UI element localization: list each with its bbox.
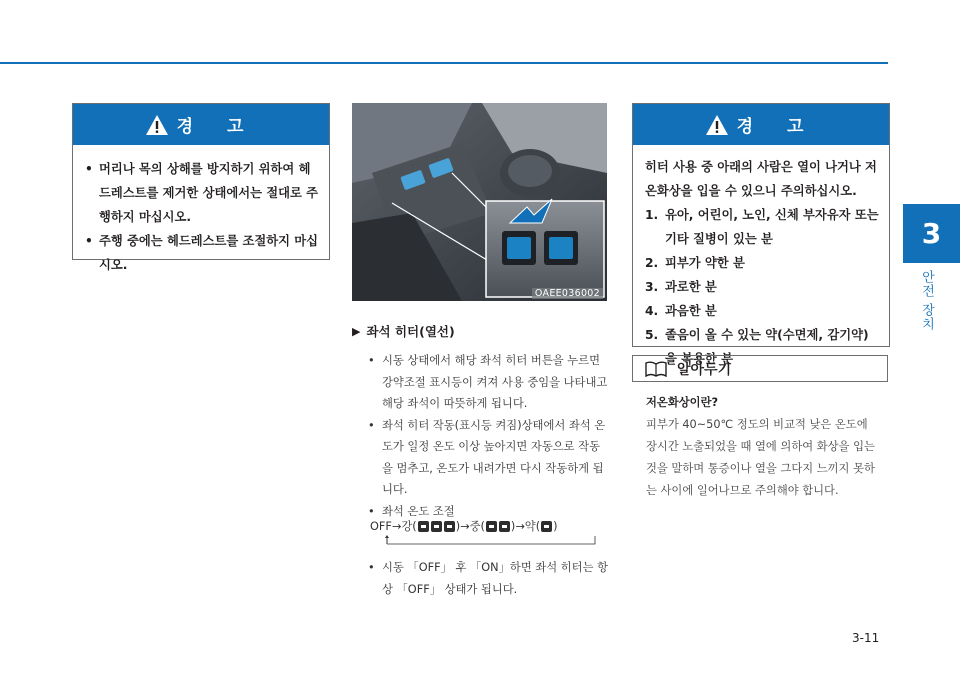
warning-item: • 주행 중에는 헤드레스트를 조절하지 마십시오. bbox=[85, 229, 319, 277]
note-subtitle: 저온화상이란? bbox=[646, 396, 719, 409]
list-item: • 시동 상태에서 해당 좌석 히터 버튼을 누르면 강약조절 표시등이 켜져 사용 중임을 나타내고 해당 좌석이 따뜻하게 됩니다. bbox=[368, 350, 608, 415]
seq-medium: 중 bbox=[469, 520, 481, 533]
page-number: 3-11 bbox=[852, 631, 880, 645]
heater-reset-list bbox=[368, 557, 608, 600]
section-title bbox=[352, 322, 455, 340]
seq-weak: 약 bbox=[524, 520, 536, 533]
list-item: • 좌석 온도 조절 bbox=[368, 501, 608, 523]
header-rule bbox=[0, 62, 888, 64]
heat-level-icon bbox=[431, 521, 442, 532]
numbered-item: 2. 피부가 약한 분 bbox=[645, 256, 745, 270]
warning-title: 경 고 bbox=[176, 117, 258, 137]
book-icon bbox=[645, 361, 667, 377]
chapter-number: 3 bbox=[921, 217, 942, 250]
numbered-item: 1. 유아, 어린이, 노인, 신체 부자유자 또는 기타 질병이 있는 분 bbox=[645, 208, 879, 246]
warning-box-headrest bbox=[72, 103, 330, 272]
warning-triangle-icon bbox=[705, 114, 729, 136]
numbered-item: 3. 과로한 분 bbox=[645, 280, 717, 294]
heat-level-icon bbox=[541, 521, 552, 532]
seq-off: OFF bbox=[370, 519, 392, 533]
note-title: 알아두기 bbox=[677, 361, 732, 378]
console-illustration bbox=[352, 103, 607, 301]
numbered-item: 4. 과음한 분 bbox=[645, 304, 717, 318]
warning-intro: 히터 사용 중 아래의 사람은 열이 나거나 저온화상을 입을 수 있으니 주의하십시오. bbox=[645, 160, 877, 198]
warning-list bbox=[73, 145, 329, 277]
heater-description-list bbox=[368, 350, 608, 522]
temperature-sequence: OFF → 강 ( )→ 중 ( )→ 약 ( ) bbox=[370, 519, 558, 533]
chapter-tab[interactable] bbox=[903, 204, 960, 263]
heat-level-icon bbox=[418, 521, 429, 532]
heat-level-icon bbox=[486, 521, 497, 532]
warning-triangle-icon bbox=[145, 114, 169, 136]
seat-heater-photo bbox=[352, 103, 607, 301]
chapter-label: 안전 장치 bbox=[919, 270, 934, 332]
warning-header bbox=[633, 104, 889, 145]
section-title-text: 좌석 히터(열선) bbox=[366, 324, 455, 339]
numbered-item: 5. 졸음이 올 수 있는 약(수면제, 감기약)을 복용한 분 bbox=[645, 328, 869, 366]
warning-title: 경 고 bbox=[736, 117, 818, 137]
seq-strong: 강 bbox=[401, 520, 413, 533]
image-code: OAEE036002 bbox=[532, 288, 603, 299]
play-triangle-icon: ▶ bbox=[352, 324, 361, 338]
list-item: • 시동 「OFF」 후 「ON」하면 좌석 히터는 항상 「OFF」 상태가 됩니다. bbox=[368, 557, 608, 600]
warning-box-low-temp-burn bbox=[632, 103, 890, 366]
heat-level-icon bbox=[444, 521, 455, 532]
list-item: • 좌석 히터 작동(표시등 켜짐)상태에서 좌석 온도가 일정 온도 이상 높아지면 자동으로 작동을 멈추고, 온도가 내려가면 다시 작동하게 됩니다. bbox=[368, 415, 608, 501]
warning-numbered-list bbox=[633, 203, 889, 371]
note-body: 피부가 40~50℃ 정도의 비교적 낮은 온도에 장시간 노출되었을 때 열에 의하여 화상을 입는 것을 말하며 통증이나 열을 그다지 느끼지 못하는 사이에 일어나므로 주의해야 합니다. bbox=[646, 418, 875, 497]
info-note-header bbox=[632, 355, 888, 382]
heat-level-icon bbox=[499, 521, 510, 532]
cycle-return-arrow-icon bbox=[385, 535, 597, 545]
warning-item: • 머리나 목의 상해를 방지하기 위하여 헤드레스트를 제거한 상태에서는 절대로 주행하지 마십시오. bbox=[85, 157, 319, 229]
warning-header bbox=[73, 104, 329, 145]
